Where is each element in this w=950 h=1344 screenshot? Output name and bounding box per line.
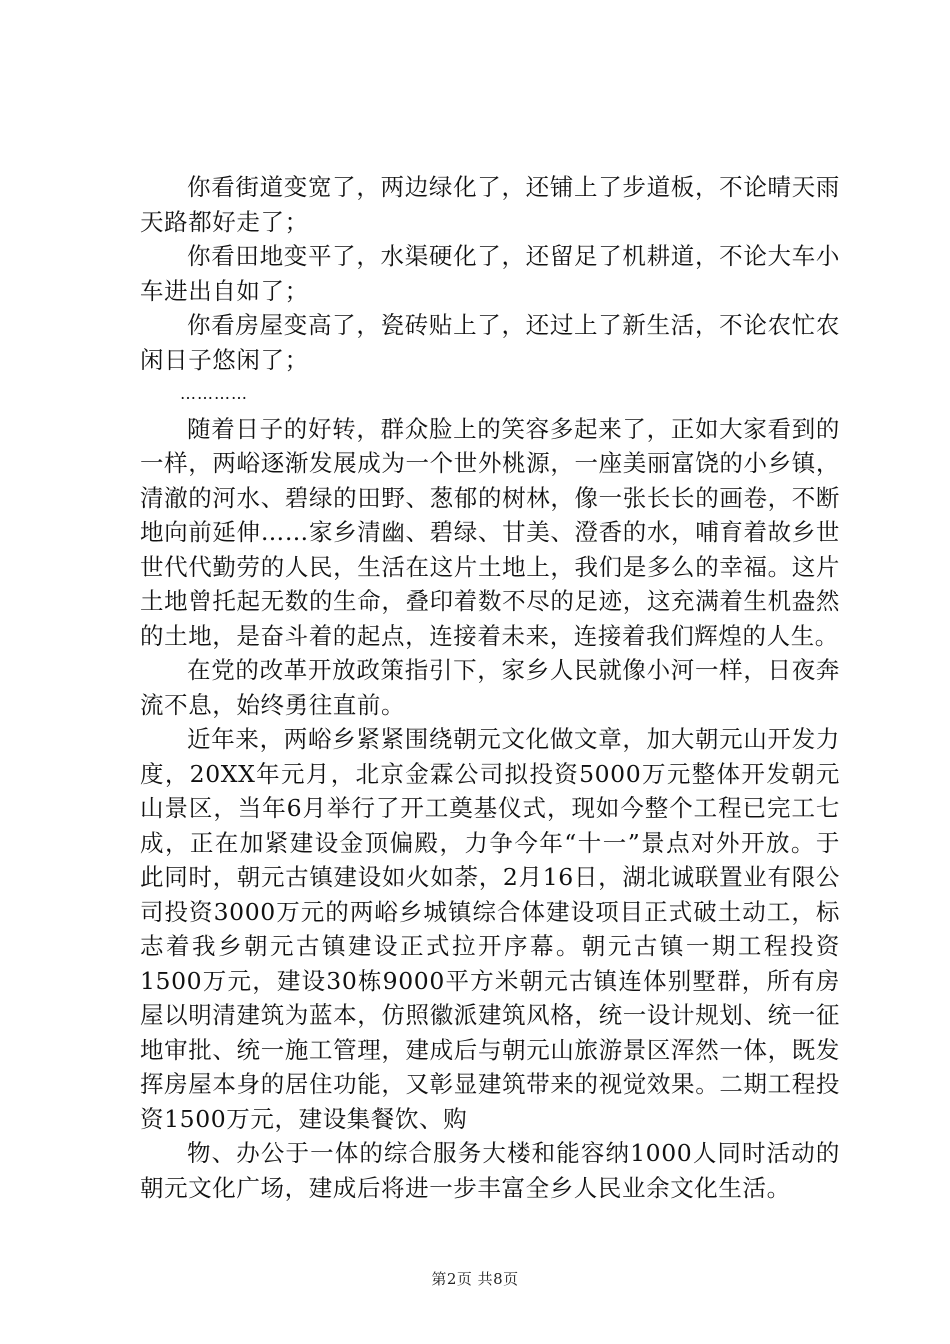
paragraph-life-improving: 随着日子的好转，群众脸上的笑容多起来了，正如大家看到的一样，两峪逐渐发展成为一个世外桃源，一座美丽富饶的小乡镇，清澈的河水、碧绿的田野、葱郁的树林，像一张长长的画卷，不断地向前延伸……家乡清幽、碧绿、甘美、澄香的水，哺育着故乡世世代代勤劳的人民，生活在这片土地上，我们是多么的幸福。这片土地曾托起无数的生命，叠印着数不尽的足迹，这充满着生机盎然的土地，是奋斗着的起点，连接着未来，连接着我们辉煌的人生。 [140,414,840,650]
paragraph-street: 你看街道变宽了，两边绿化了，还铺上了步道板，不论晴天雨天路都好走了； [140,173,840,236]
document-body [140,170,840,1205]
ellipsis-line: ………… [180,384,248,403]
paragraph-chaoyuan-development: 近年来，两峪乡紧紧围绕朝元文化做文章，加大朝元山开发力度，20XX年元月，北京金霖公司拟投资5000万元整体开发朝元山景区，当年6月举行了开工奠基仪式，现如今整个工程已完工七成，正在加紧建设金顶偏殿，力争今年“十一”景点对外开放。于此同时，朝元古镇建设如火如荼，2月16日，湖北诚联置业有限公司投资3000万元的两峪乡城镇综合体建设项目正式破土动工，标志着我乡朝元古镇建设正式拉开序幕。朝元古镇一期工程投资1500万元，建设30栋9000平方米朝元古镇连体别墅群，所有房屋以明清建筑为蓝本，仿照徽派建筑风格，统一设计规划、统一征地审批、统一施工管理，建成后与朝元山旅游景区浑然一体，既发挥房屋本身的居住功能，又彰显建筑带来的视觉效果。二期工程投资1500万元，建设集餐饮、购 [140,725,840,1133]
paragraph-reform-policy: 在党的改革开放政策指引下，家乡人民就像小河一样，日夜奔流不息，始终勇往直前。 [140,656,840,719]
paragraph-fields: 你看田地变平了，水渠硬化了，还留足了机耕道，不论大车小车进出自如了； [140,242,840,305]
paragraph-houses: 你看房屋变高了，瓷砖贴上了，还过上了新生活，不论农忙农闲日子悠闲了； [140,311,840,374]
paragraph-service-building: 物、办公于一体的综合服务大楼和能容纳1000人同时活动的朝元文化广场，建成后将进一步丰富全乡人民业余文化生活。 [140,1139,840,1202]
page-number-footer: 第2页 共8页 [431,1270,519,1288]
